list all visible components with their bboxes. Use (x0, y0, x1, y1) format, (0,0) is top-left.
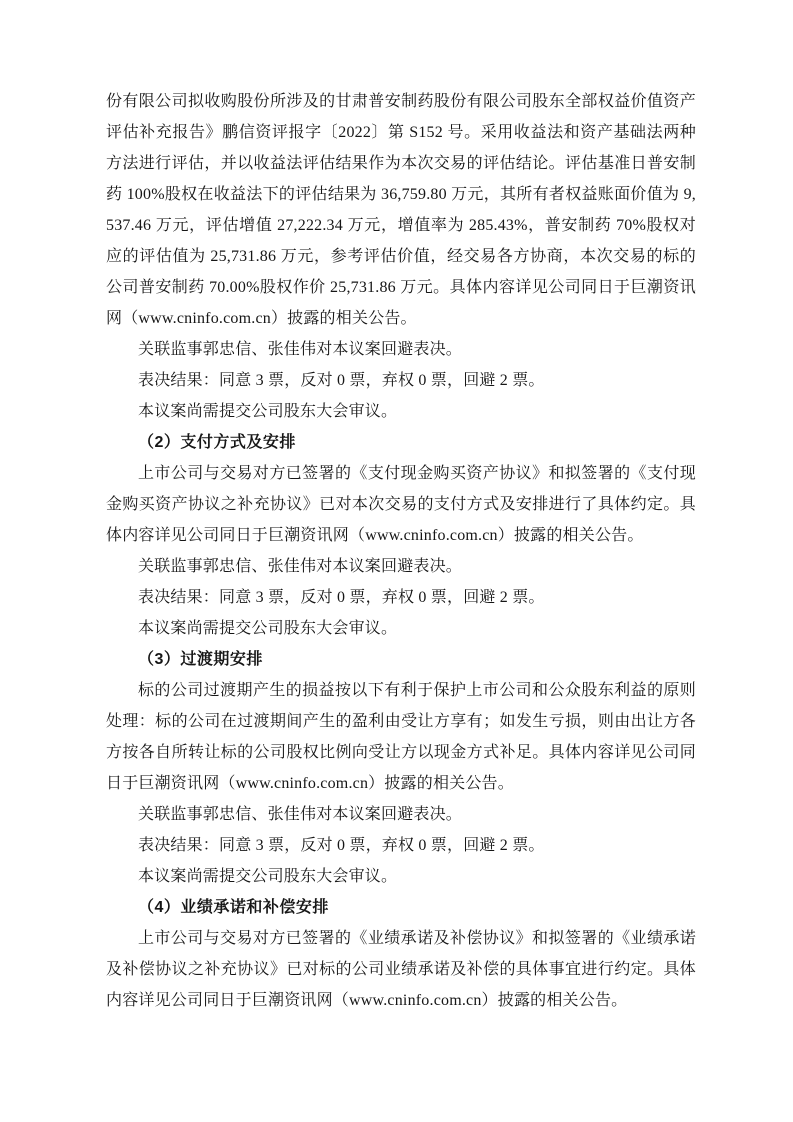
recusal-statement-1: 关联监事郭忠信、张佳伟对本议案回避表决。 (138, 341, 463, 358)
shareholder-meeting-note-2: 本议案尚需提交公司股东大会审议。 (138, 620, 398, 637)
vote-result-2: 表决结果：同意 3 票，反对 0 票，弃权 0 票，回避 2 票。 (138, 589, 545, 606)
paragraph-transition-period: 标的公司过渡期产生的损益按以下有利于保护上市公司和公众股东利益的原则处理：标的公司在过渡期间产生的盈利由受让方享有；如发生亏损，则由出让方各方按各自所转让标的公司股权比例向受让方以现金方式补足。具体内容详见公司同日于巨潮资讯网（www.cninfo.com.cn）披露的相关公告。 (106, 682, 696, 792)
paragraph-performance-commitment: 上市公司与交易对方已签署的《业绩承诺及补偿协议》和拟签署的《业绩承诺及补偿协议之补充协议》已对标的公司业绩承诺及补偿的具体事宜进行约定。具体内容详见公司同日于巨潮资讯网（www.cninfo.com.cn）披露的相关公告。 (106, 930, 696, 1009)
recusal-statement-2: 关联监事郭忠信、张佳伟对本议案回避表决。 (138, 558, 463, 575)
paragraph-payment-arrangement: 上市公司与交易对方已签署的《支付现金购买资产协议》和拟签署的《支付现金购买资产协议之补充协议》已对本次交易的支付方式及安排进行了具体约定。具体内容详见公司同日于巨潮资讯网（www.cninfo.com.cn）披露的相关公告。 (106, 465, 696, 544)
vote-result-1: 表决结果：同意 3 票，反对 0 票，弃权 0 票，回避 2 票。 (138, 372, 545, 389)
section-heading-transition-period: （3）过渡期安排 (138, 651, 263, 668)
recusal-statement-3: 关联监事郭忠信、张佳伟对本议案回避表决。 (138, 806, 463, 823)
section-heading-payment-arrangement: （2）支付方式及安排 (138, 434, 296, 451)
shareholder-meeting-note-3: 本议案尚需提交公司股东大会审议。 (138, 868, 398, 885)
shareholder-meeting-note-1: 本议案尚需提交公司股东大会审议。 (138, 403, 398, 420)
section-heading-performance-commitment: （4）业绩承诺和补偿安排 (138, 899, 329, 916)
paragraph-valuation-continuation: 份有限公司拟收购股份所涉及的甘肃普安制药股份有限公司股东全部权益价值资产评估补充报告》鹏信资评报字〔2022〕第 S152 号。采用收益法和资产基础法两种方法进行评估，并以收益法评估结果作为本次交易的评估结论。评估基准日普安制药 100%股权在收益法下的评估结果为 36,759.80 万元，其所有者权益账面价值为 9,537.46 万元，评估增值 27,222.34 万元，增值率为 285.43%，普安制药 70%股权对应的评估值为 25,731.86 万元，参考评估价值，经交易各方协商，本次交易的标的公司普安制药 70.00%股权作价 25,731.86 万元。具体内容详见公司同日于巨潮资讯网（www.cninfo.com.cn）披露的相关公告。 (106, 93, 696, 327)
document-body (106, 86, 696, 1016)
vote-result-3: 表决结果：同意 3 票，反对 0 票，弃权 0 票，回避 2 票。 (138, 837, 545, 854)
